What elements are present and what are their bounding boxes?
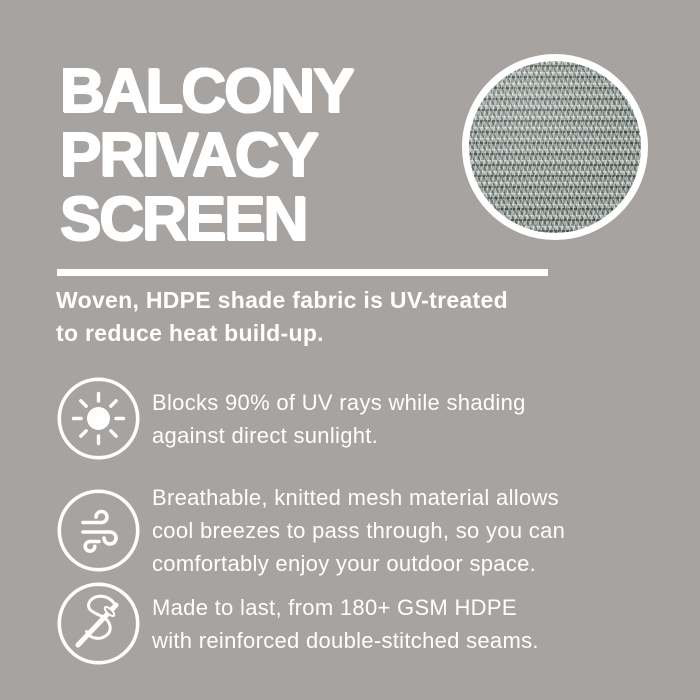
feature-durable [57, 582, 539, 665]
feature-text-line: Blocks 90% of UV rays while shading [152, 389, 526, 415]
feature-text [152, 481, 565, 580]
feature-text-line: with reinforced double-stitched seams. [152, 627, 539, 653]
feature-text-line: comfortably enjoy your outdoor space. [152, 551, 537, 576]
subtitle [56, 284, 508, 350]
feature-uv-protection [57, 377, 526, 460]
title-underline [57, 269, 548, 276]
feature-text [152, 591, 539, 657]
subtitle-line-1: Woven, HDPE shade fabric is UV-treated [56, 287, 508, 313]
feature-breathable [57, 481, 565, 580]
feature-text-line: Breathable, knitted mesh material allows [152, 485, 559, 510]
feature-text-line: Made to last, from 180+ GSM HDPE [152, 594, 517, 620]
wind-icon [57, 489, 140, 572]
feature-text-line: against direct sunlight. [152, 422, 379, 448]
page-title [60, 57, 353, 254]
subtitle-line-2: to reduce heat build-up. [56, 320, 324, 346]
needle-thread-icon [57, 582, 140, 665]
feature-text [152, 386, 526, 452]
title-line-3: SCREEN [60, 185, 307, 254]
title-line-2: PRIVACY [60, 121, 318, 190]
sun-icon [57, 377, 140, 460]
fabric-swatch-photo [462, 54, 648, 240]
title-line-1: BALCONY [60, 57, 353, 126]
feature-text-line: cool breezes to pass through, so you can [152, 518, 566, 543]
